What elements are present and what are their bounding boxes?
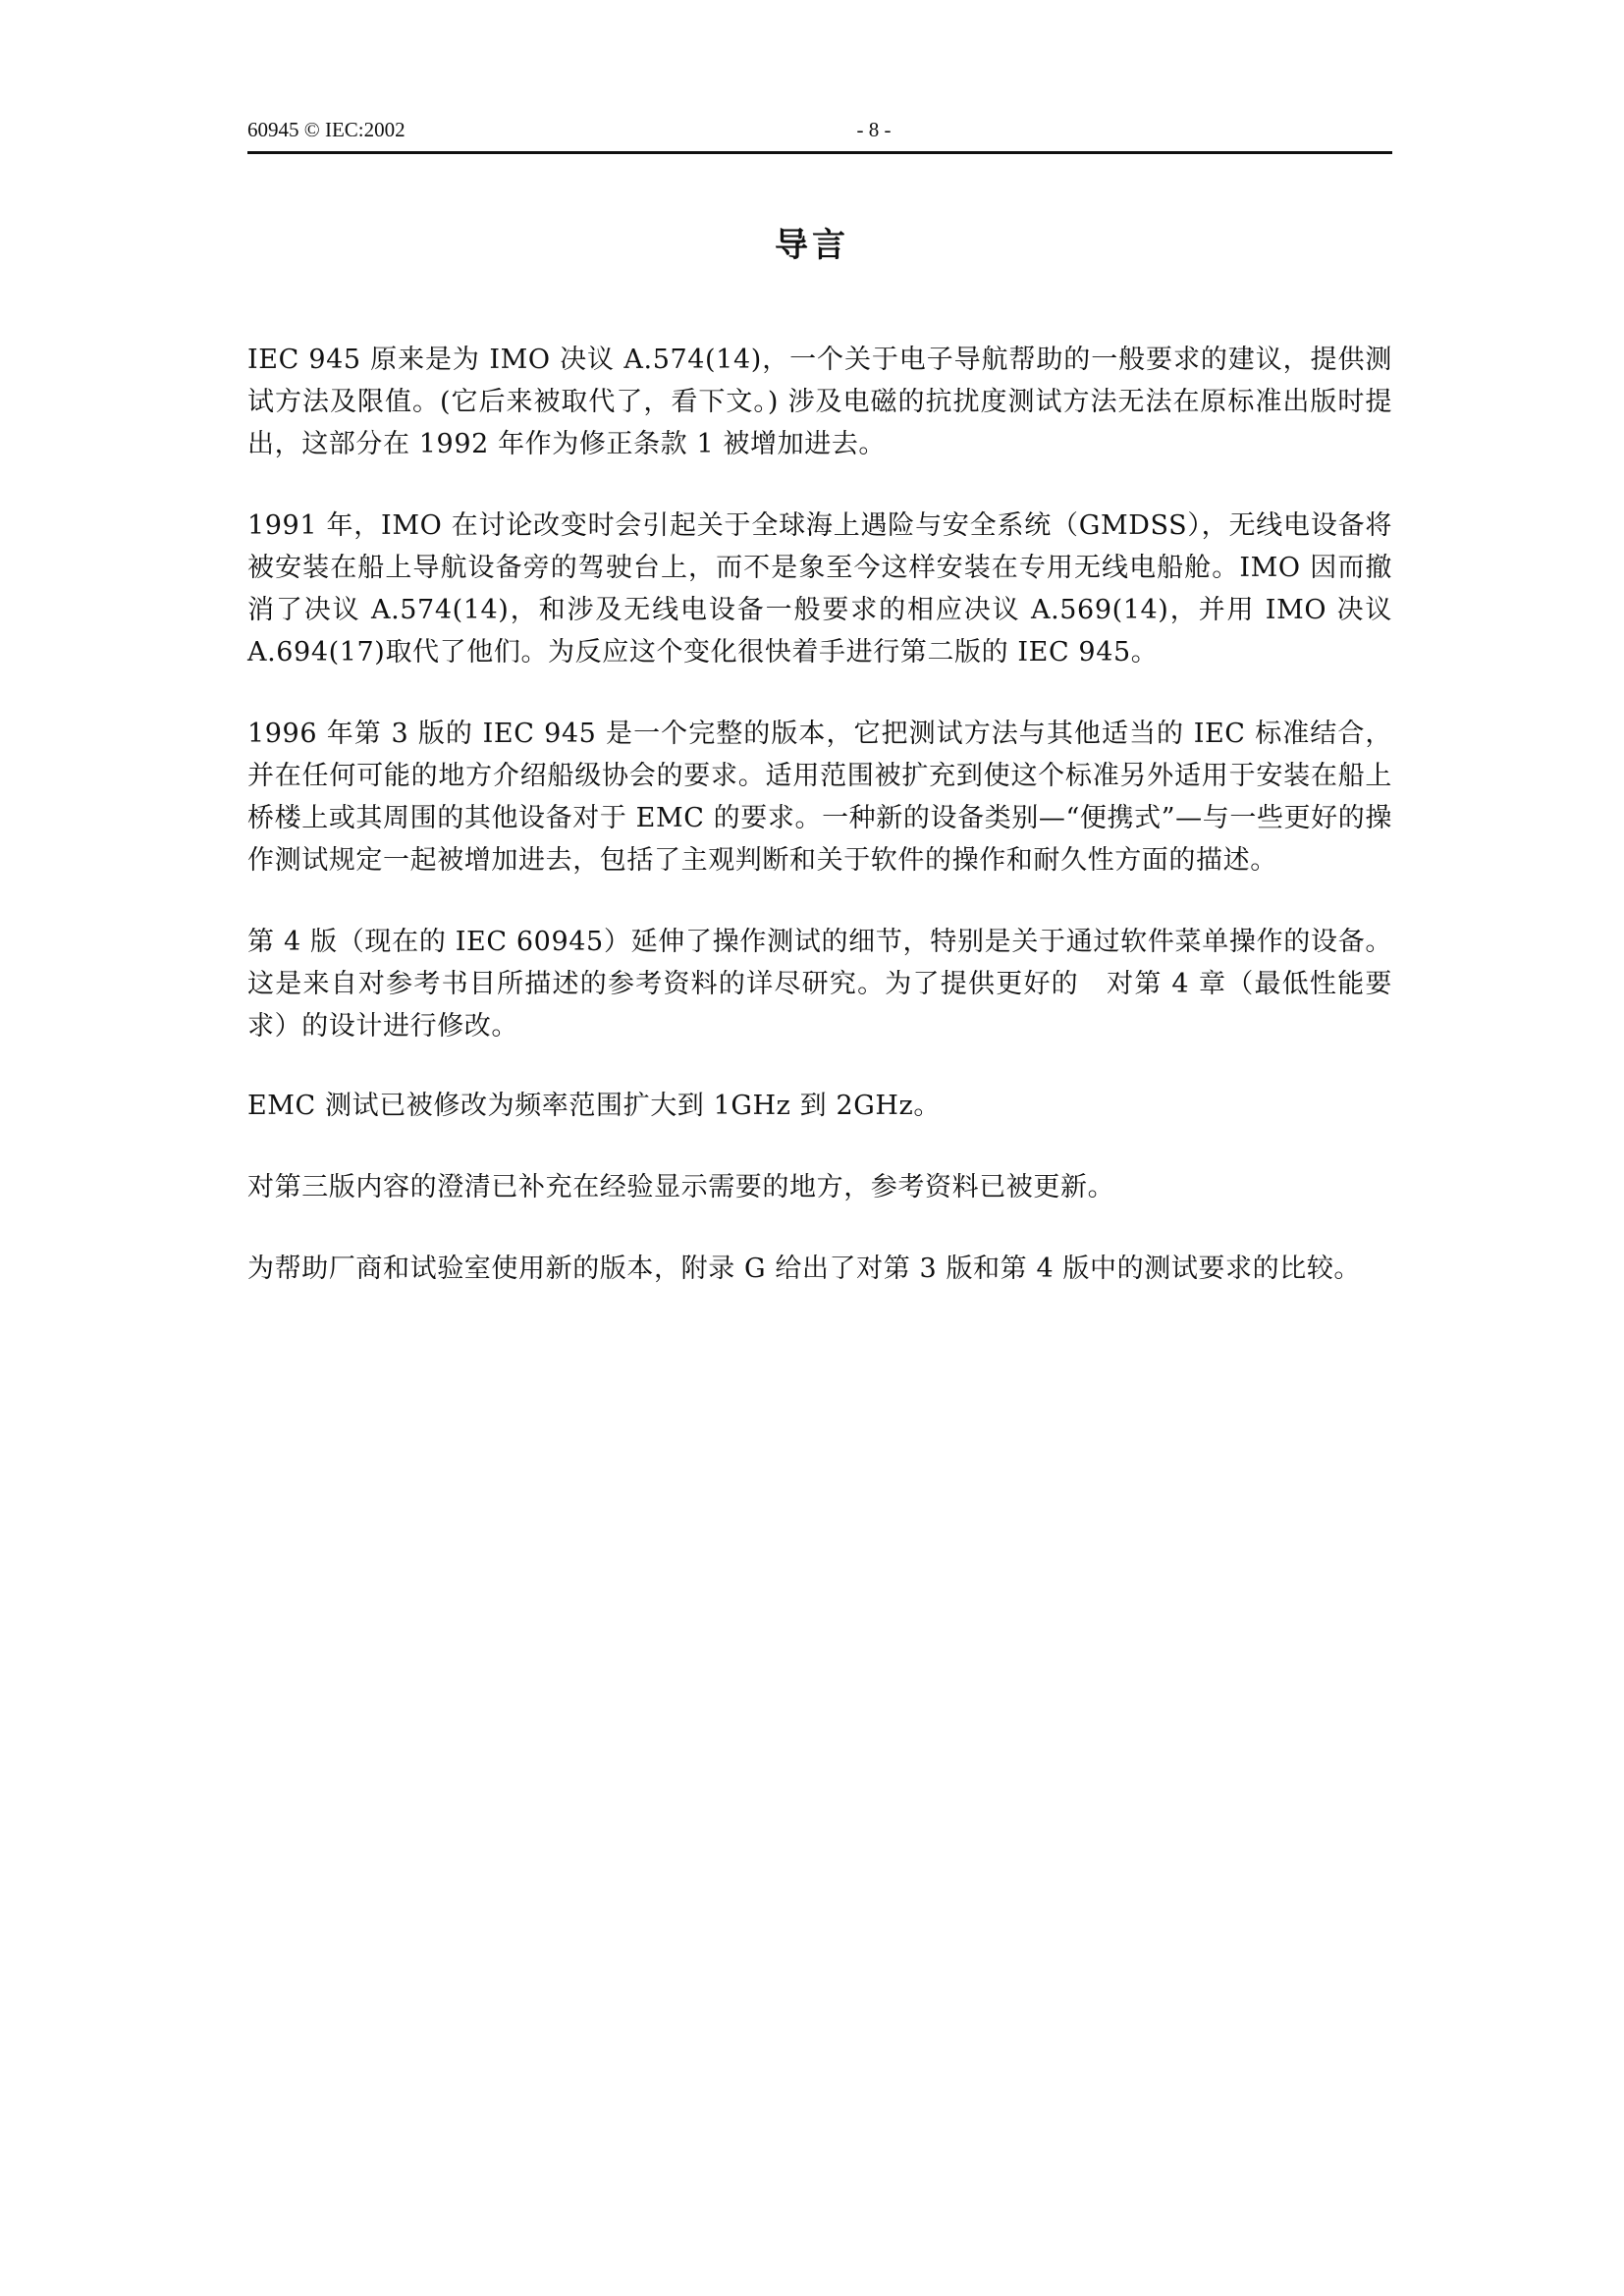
paragraph-annex-g: 为帮助厂商和试验室使用新的版本，附录 G 给出了对第 3 版和第 4 版中的测试要求的比较。 (247, 1254, 1362, 1284)
paragraph-1996-edition3: 1996 年第 3 版的 IEC 945 是一个完整的版本，它把测试方法与其他适当的 IEC 标准结合，并在任何可能的地方介绍船级协会的要求。适用范围被扩充到使这个标准另外适用于安装在船上桥楼上或其周围的其他设备对于 EMC 的要求。一种新的设备类别—“便携式”—与一些更好的操作测试规定一起被增加进去，包括了主观判断和关于软件的操作和耐久性方面的描述。 (247, 719, 1392, 876)
document-reference: 60945 © IEC:2002 (247, 118, 406, 141)
document-body (247, 339, 1392, 1329)
paragraph-1991-gmdss: 1991 年，IMO 在讨论改变时会引起关于全球海上遇险与安全系统（GMDSS），无线电设备将被安装在船上导航设备旁的驾驶台上，而不是象至今这样安装在专用无线电船舱。IMO 因而撤消了决议 A.574(14)，和涉及无线电设备一般要求的相应决议 A.569(14)，并用 IMO 决议 A.694(17)取代了他们。为反应这个变化很快着手进行第二版的 IEC 945。 (247, 510, 1392, 667)
paragraph-edition4: 第 4 版（现在的 IEC 60945）延伸了操作测试的细节，特别是关于通过软件菜单操作的设备。这是来自对参考书目所描述的参考资料的详尽研究。为了提供更好的 对第 4 章（最低性能要求）的设计进行修改。 (247, 927, 1392, 1041)
page-number: - 8 - (856, 118, 892, 141)
paragraph-clarifications: 对第三版内容的澄清已补充在经验显示需要的地方，参考资料已被更新。 (247, 1172, 1115, 1202)
page-header (247, 116, 1392, 154)
page-title: 导言 (775, 226, 849, 265)
paragraph-history-iec945: IEC 945 原来是为 IMO 决议 A.574(14)，一个关于电子导航帮助的一般要求的建议，提供测试方法及限值。(它后来被取代了，看下文。) 涉及电磁的抗扰度测试方法无法在原标准出版时提出，这部分在 1992 年作为修正条款 1 被增加进去。 (247, 345, 1392, 459)
paragraph-emc-tests: EMC 测试已被修改为频率范围扩大到 1GHz 到 2GHz。 (247, 1091, 941, 1121)
